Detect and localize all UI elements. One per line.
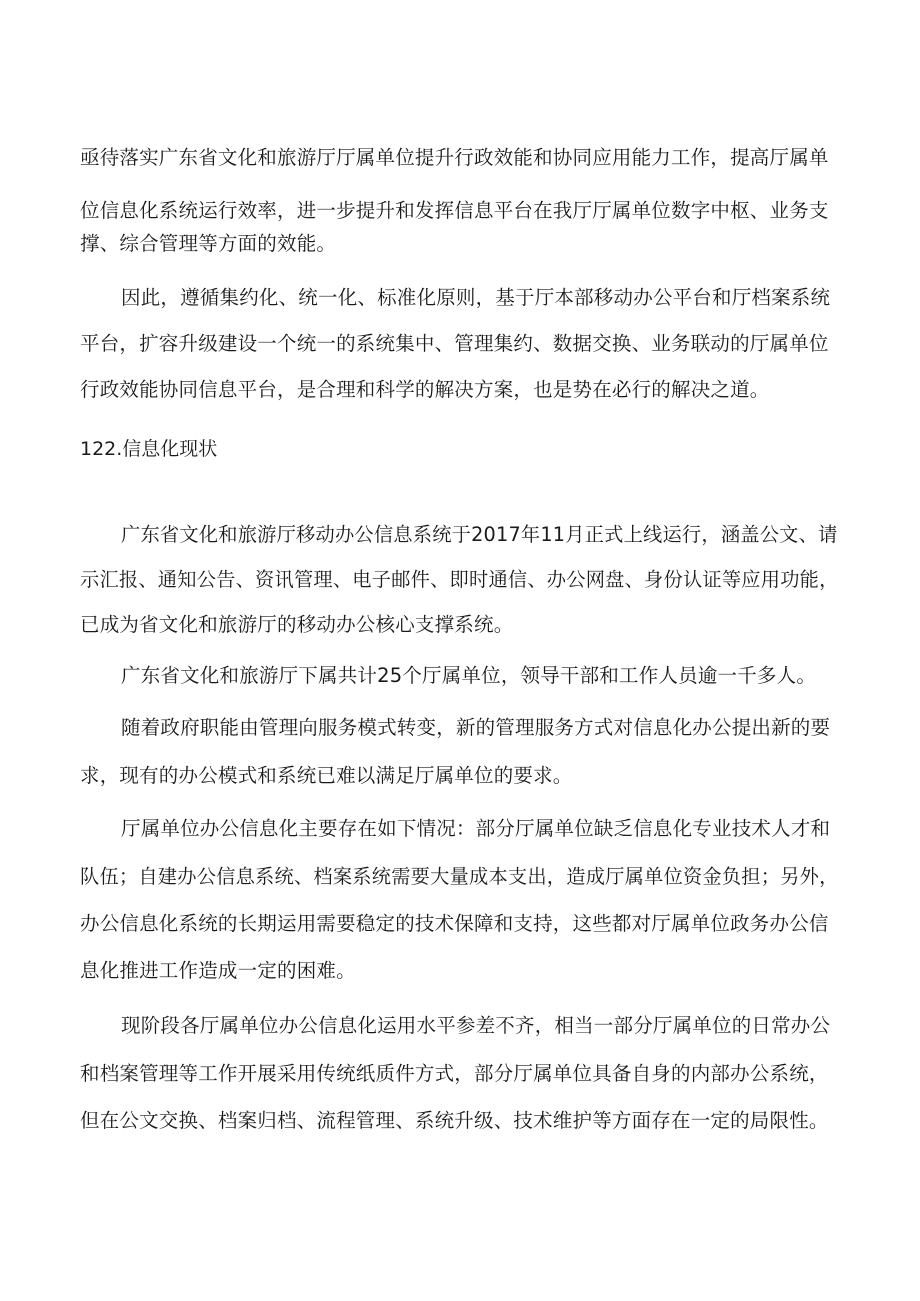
paragraph-line: 广东省文化和旅游厅下属共计25个厅属单位，领导干部和工作人员逾一千多人。 bbox=[121, 664, 817, 687]
section-heading: 122.信息化现状 bbox=[80, 438, 218, 460]
paragraph-line: 队伍；自建办公信息系统、档案系统需要大量成本支出，造成厅属单位资金负担；另外， bbox=[80, 865, 839, 888]
paragraph-line: 但在公文交换、档案归档、流程管理、系统升级、技术维护等方面存在一定的局限性。 bbox=[80, 1109, 829, 1132]
paragraph-line: 撑、综合管理等方面的效能。 bbox=[80, 232, 337, 255]
paragraph-line: 示汇报、通知公告、资讯管理、电子邮件、即时通信、办公网盘、身份认证等应用功能， bbox=[80, 568, 839, 591]
paragraph-line: 和档案管理等工作开展采用传统纸质件方式，部分厅属单位具备自身的内部办公系统， bbox=[80, 1062, 829, 1085]
paragraph-line: 行政效能协同信息平台，是合理和科学的解决方案，也是势在必行的解决之道。 bbox=[80, 378, 770, 401]
paragraph-line: 办公信息化系统的长期运用需要稳定的技术保障和支持，这些都对厅属单位政务办公信 bbox=[80, 912, 829, 935]
paragraph-line: 平台，扩容升级建设一个统一的系统集中、管理集约、数据交换、业务联动的厅属单位 bbox=[80, 332, 829, 355]
paragraph-line: 因此，遵循集约化、统一化、标准化原则，基于厅本部移动办公平台和厅档案系统 bbox=[121, 286, 831, 309]
paragraph-line: 亟待落实广东省文化和旅游厅厅属单位提升行政效能和协同应用能力工作，提高厅属单 bbox=[80, 146, 829, 169]
paragraph-line: 现阶段各厅属单位办公信息化运用水平参差不齐，相当一部分厅属单位的日常办公 bbox=[121, 1014, 831, 1037]
paragraph-line: 厅属单位办公信息化主要存在如下情况：部分厅属单位缺乏信息化专业技术人才和 bbox=[121, 817, 831, 840]
paragraph-line: 求，现有的办公模式和系统已难以满足厅属单位的要求。 bbox=[80, 764, 573, 787]
paragraph-line: 随着政府职能由管理向服务模式转变，新的管理服务方式对信息化办公提出新的要 bbox=[121, 716, 831, 739]
paragraph-line: 已成为省文化和旅游厅的移动办公核心支撑系统。 bbox=[80, 613, 514, 636]
paragraph-line: 息化推进工作造成一定的困难。 bbox=[80, 959, 356, 982]
paragraph-line: 位信息化系统运行效率，进一步提升和发挥信息平台在我厅厅属单位数字中枢、业务支 bbox=[80, 199, 829, 222]
paragraph-line: 广东省文化和旅游厅移动办公信息系统于2017年11月正式上线运行，涵盖公文、请 bbox=[121, 523, 838, 546]
